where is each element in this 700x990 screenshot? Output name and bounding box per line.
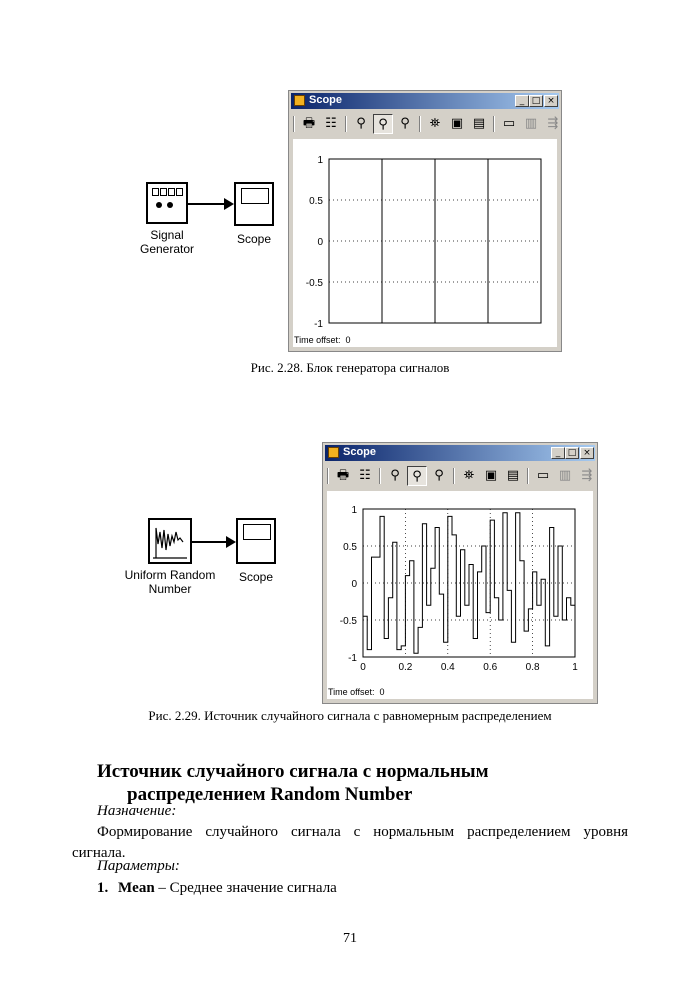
chart-random-signal: [327, 491, 593, 681]
time-offset-label: Time offset:: [328, 687, 375, 697]
purpose-text: Формирование случайного сигнала с нормальным распределением уровня сигнала.: [72, 824, 628, 861]
parameters-icon[interactable]: ☷: [325, 116, 337, 131]
scope-screen-icon: [243, 524, 271, 540]
x-tick-label: 0.6: [483, 662, 498, 673]
scope-block[interactable]: [236, 518, 276, 564]
y-tick-label: -0.5: [305, 278, 323, 289]
y-tick-label: 1: [317, 155, 323, 166]
generator-knob-icon: [167, 202, 173, 208]
scope-label: Scope: [238, 570, 274, 584]
figure-caption: Рис. 2.28. Блок генератора сигналов: [250, 360, 450, 375]
time-offset-value: 0: [345, 335, 351, 345]
page-number: 71: [343, 931, 357, 946]
time-offset: [294, 335, 351, 345]
lock-axes-icon[interactable]: ▥: [558, 468, 572, 483]
plot-area: [327, 491, 593, 699]
zoom-y-icon[interactable]: ⚲: [434, 468, 444, 483]
signal-generator-label: Signal Generator: [139, 228, 195, 256]
x-tick-label: [481, 328, 495, 329]
x-tick-label: [538, 328, 544, 329]
zoom-x-icon[interactable]: ⚲: [373, 114, 393, 134]
window-title: Scope: [309, 94, 343, 106]
scope-toolbar: [293, 113, 557, 135]
autoscale-icon[interactable]: ⛯: [429, 116, 441, 131]
minimize-button[interactable]: _: [551, 447, 565, 459]
param-item-1: [97, 878, 597, 899]
save-axes-icon[interactable]: ▣: [484, 468, 498, 483]
y-tick-label: 0.5: [343, 542, 357, 553]
parameters-icon[interactable]: ☷: [359, 468, 371, 483]
zoom-y-icon[interactable]: ⚲: [400, 116, 410, 131]
restore-axes-icon[interactable]: ▤: [506, 468, 520, 483]
window-titlebar: [325, 445, 595, 461]
x-tick-label: 0.8: [525, 662, 540, 673]
zoom-x-icon[interactable]: ⚲: [407, 466, 427, 486]
scope-window: [322, 442, 598, 704]
section-heading-line2: распределением Random Number: [127, 784, 413, 805]
x-tick-label: 1: [572, 662, 578, 673]
maximize-button[interactable]: □: [565, 447, 579, 459]
time-offset: [328, 687, 385, 697]
x-tick-label: 0.4: [440, 662, 455, 673]
x-tick-label: 0: [360, 662, 366, 673]
param-item-name: Mean: [118, 880, 155, 896]
y-tick-label: 0.5: [309, 196, 323, 207]
close-button[interactable]: ×: [580, 447, 594, 459]
signal-selection-icon[interactable]: ⇶: [547, 116, 559, 131]
params-label: Параметры:: [97, 858, 180, 874]
scope-toolbar: [327, 465, 593, 487]
scope-label: Scope: [236, 232, 272, 246]
signal-wire: [192, 541, 226, 543]
signal-wire: [188, 203, 224, 205]
arrow-icon: [224, 198, 234, 210]
scope-window: [288, 90, 562, 352]
time-offset-label: Time offset:: [294, 335, 341, 345]
y-tick-label: 0: [351, 579, 357, 590]
figure-caption: Рис. 2.29. Источник случайного сигнала с равномерным распределением: [148, 708, 552, 723]
y-tick-label: -1: [348, 653, 357, 664]
maximize-button[interactable]: □: [529, 95, 543, 107]
purpose-label: Назначение:: [97, 803, 177, 819]
minimize-button[interactable]: _: [515, 95, 529, 107]
arrow-icon: [226, 536, 236, 548]
y-tick-label: -1: [314, 319, 323, 329]
x-tick-label: [326, 328, 332, 329]
x-tick-label: [432, 328, 438, 329]
matlab-icon: [328, 447, 339, 458]
section-heading-line1: Источник случайного сигнала с нормальным: [97, 761, 489, 782]
param-item-text: – Среднее значение сигнала: [154, 880, 337, 896]
y-tick-label: 1: [351, 505, 357, 516]
random-signal-icon: [150, 520, 190, 562]
autoscale-icon[interactable]: ⛯: [463, 468, 475, 483]
close-button[interactable]: ×: [544, 95, 558, 107]
chart-square-wave: [293, 139, 557, 329]
y-tick-label: 0: [317, 237, 323, 248]
generator-knob-icon: [156, 202, 162, 208]
save-axes-icon[interactable]: ▣: [450, 116, 464, 131]
restore-axes-icon[interactable]: ▤: [472, 116, 486, 131]
time-offset-value: 0: [379, 687, 385, 697]
generator-display-icon: [152, 188, 182, 196]
signal-generator-block[interactable]: [146, 182, 188, 224]
y-tick-label: -0.5: [339, 616, 357, 627]
x-tick-label: [375, 328, 389, 329]
x-tick-label: 0.2: [398, 662, 413, 673]
signal-selection-icon[interactable]: ⇶: [581, 468, 593, 483]
section-heading: [97, 760, 489, 806]
window-titlebar: [291, 93, 559, 109]
scope-screen-icon: [241, 188, 269, 204]
scope-block[interactable]: [234, 182, 274, 226]
lock-axes-icon[interactable]: ▥: [524, 116, 538, 131]
window-title: Scope: [343, 446, 377, 458]
param-item-number: 1.: [97, 880, 109, 896]
uniform-random-label: Uniform Random Number: [124, 568, 216, 596]
zoom-icon[interactable]: ⚲: [356, 116, 366, 131]
plot-area: [293, 139, 557, 347]
matlab-icon: [294, 95, 305, 106]
zoom-icon[interactable]: ⚲: [390, 468, 400, 483]
uniform-random-block[interactable]: [148, 518, 192, 564]
print-icon[interactable]: 🖶: [302, 116, 316, 131]
print-icon[interactable]: 🖶: [336, 468, 350, 483]
floating-scope-icon[interactable]: ▭: [536, 468, 550, 483]
floating-scope-icon[interactable]: ▭: [502, 116, 516, 131]
